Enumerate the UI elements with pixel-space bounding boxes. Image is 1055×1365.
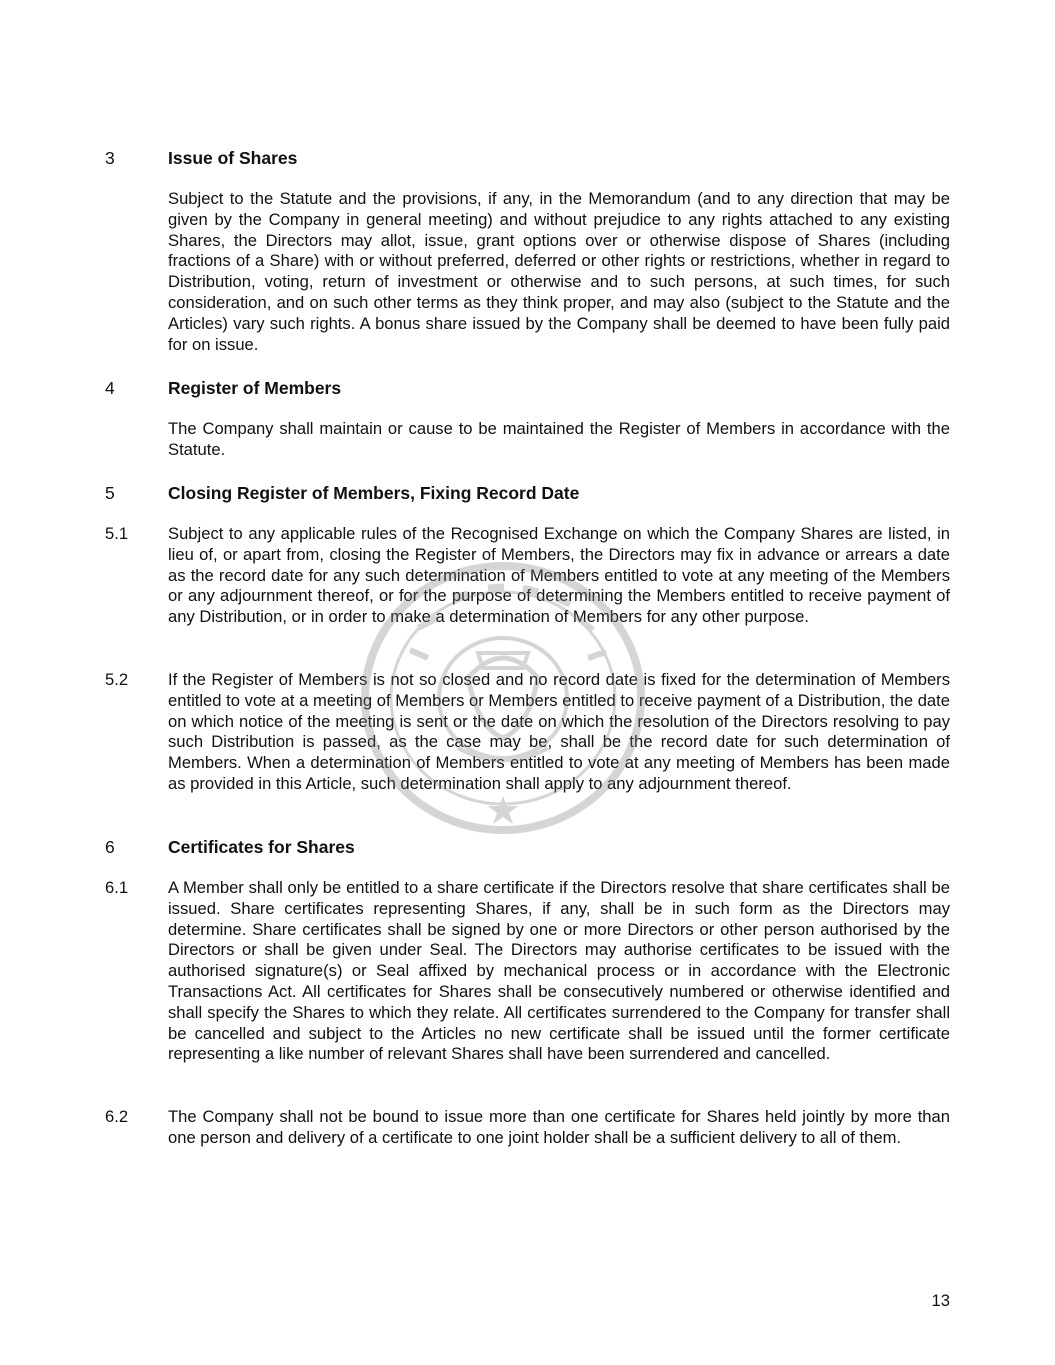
section-number: 5 — [105, 483, 115, 503]
section-title: Issue of Shares — [168, 148, 298, 168]
section-number: 6 — [105, 837, 115, 857]
paragraph-text: Subject to any applicable rules of the Recognised Exchange on which the Company Shares are listed, in lieu of, or apart from, closing the Register of Members, the Directors may fix in advance or arrears a date as the record date for any such determination of Members entitled to vote at any meeting of the Members or any adjournment thereof, or for the purpose of determining the Members entitled to receive payment of any Distribution, or in order to make a determination of Members for any other purpose. — [168, 524, 950, 627]
paragraph-number: 5.1 — [105, 524, 129, 543]
section-3-heading — [105, 147, 950, 169]
paragraph-number: 5.2 — [105, 670, 129, 689]
paragraph-number: 6.1 — [105, 878, 129, 897]
paragraph-number: 6.2 — [105, 1107, 129, 1126]
paragraph-text: A Member shall only be entitled to a share certificate if the Directors resolve that share certificates shall be issued. Share certificates representing Shares, if any, shall be in such form as the Directors may determine. Share certificates shall be signed by one or more Directors or other person authorised by the Directors or shall be given under Seal. The Directors may authorise certificates to be issued with the authorised signature(s) or Seal affixed by mechanical process or in accordance with the Electronic Transactions Act. All certificates for Shares shall be consecutively numbered or otherwise identified and shall specify the Shares to which they relate. All certificates surrendered to the Company for transfer shall be cancelled and subject to the Articles no new certificate shall be issued until the former certificate representing a like number of relevant Shares shall have been surrendered and cancelled. — [168, 878, 950, 1064]
section-title: Closing Register of Members, Fixing Record Date — [168, 483, 580, 503]
section-4-heading — [105, 377, 950, 399]
paragraph-text: If the Register of Members is not so closed and no record date is fixed for the determination of Members entitled to vote at a meeting of Members or Members entitled to receive payment of a Distribution, the date on which notice of the meeting is sent or the date on which the resolution of the Directors resolving to pay such Distribution is passed, as the case may be, shall be the record date for such determination of Members. When a determination of Members entitled to vote at any meeting of Members has been made as provided in this Article, such determination shall apply to any adjournment thereof. — [168, 670, 950, 793]
page-number: 13 — [931, 1291, 950, 1310]
paragraph-text: The Company shall not be bound to issue more than one certificate for Shares held jointly by more than one person and delivery of a certificate to one joint holder shall be a sufficient delivery to all of them. — [168, 1107, 950, 1147]
section-number: 4 — [105, 378, 115, 398]
paragraph-text: The Company shall maintain or cause to be maintained the Register of Members in accordance with the Statute. — [168, 419, 950, 459]
section-title: Register of Members — [168, 378, 342, 398]
section-5-heading — [105, 482, 950, 504]
section-title: Certificates for Shares — [168, 837, 355, 857]
section-6-heading — [105, 836, 950, 858]
section-number: 3 — [105, 148, 115, 168]
paragraph-text: Subject to the Statute and the provisions, if any, in the Memorandum (and to any direction that may be given by the Company in general meeting) and without prejudice to any rights attached to any existing Shares, the Directors may allot, issue, grant options over or otherwise dispose of Shares (including fractions of a Share) with or without preferred, deferred or other rights or restrictions, whether in regard to Distribution, voting, return of investment or otherwise and to such persons, at such times, for such consideration, and on such other terms as they think proper, and may also (subject to the Statute and the Articles) vary such rights. A bonus share issued by the Company shall be deemed to have been fully paid for on issue. — [168, 189, 950, 354]
